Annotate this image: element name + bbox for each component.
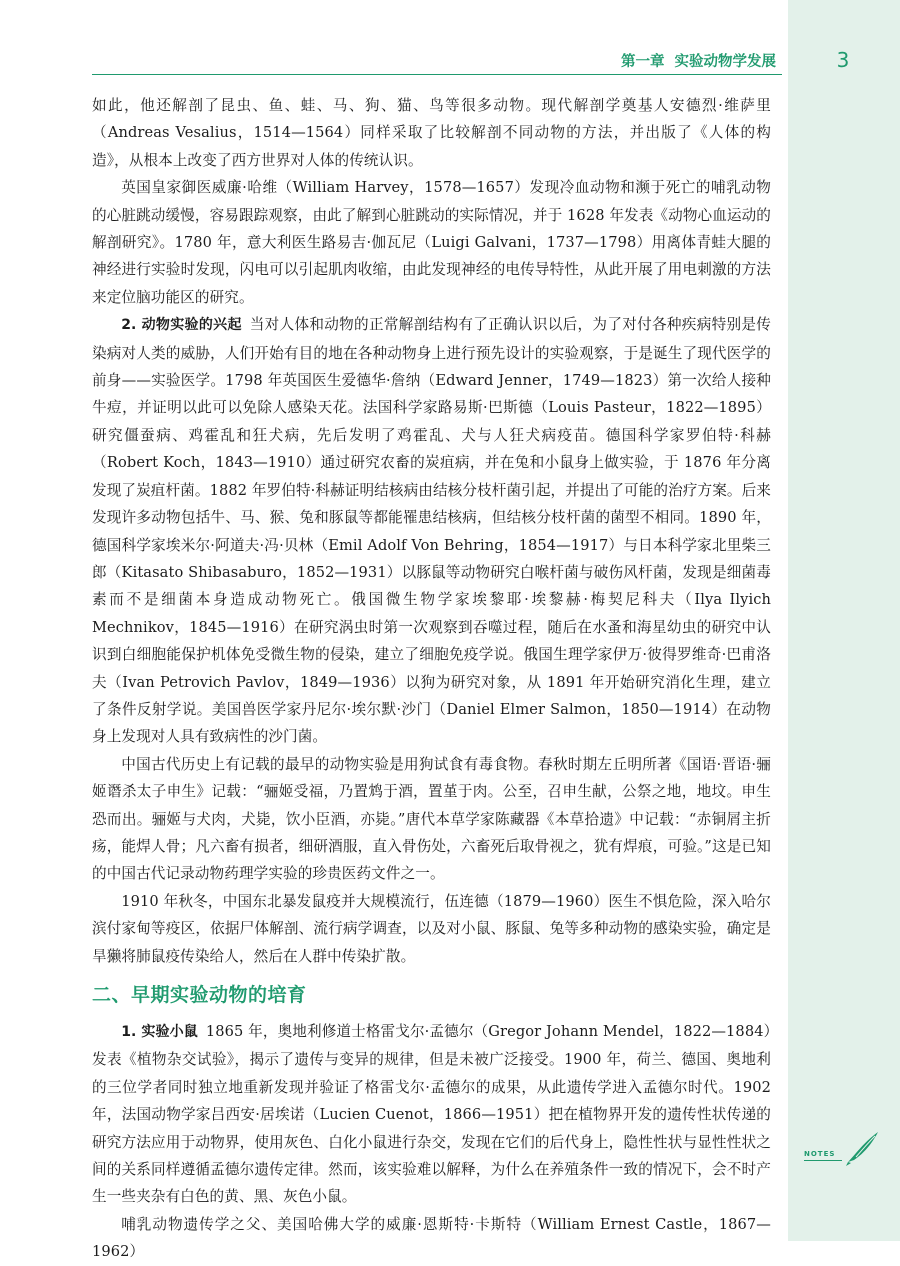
chapter-label: 第一章 — [621, 54, 665, 70]
paragraph: 1910 年秋冬，中国东北暴发鼠疫并大规模流行，伍连德（1879—1960）医生不惧危险，深入哈尔滨付家甸等疫区，依据尸体解剖、流行病学调查，以及对小鼠、豚鼠、兔等多种动物的感染实验，确定是旱獭将肺鼠疫传染给人，然后在人群中传染扩散。 — [92, 892, 771, 965]
chapter-title — [621, 50, 776, 71]
page-body — [92, 92, 771, 1266]
page-number: 3 — [836, 48, 850, 72]
notes-logo — [804, 1128, 884, 1168]
chapter-name: 实验动物学发展 — [674, 54, 776, 70]
paragraph: 英国皇家御医威廉·哈维（William Harvey，1578—1657）发现冷血动物和濒于死亡的哺乳动物的心脏跳动缓慢，容易跟踪观察，由此了解到心脏跳动的实际情况，并于 1628 年发表《动物心血运动的解剖研究》。1780 年，意大利医生路易吉·伽瓦尼（Luigi Galvani，1737—1798）用离体青蛙大腿的神经进行实验时发现，闪电可以引起肌肉收缩，由此发现神经的电传导特性，从此开展了用电刺激的方法来定位脑功能区的研究。 — [92, 179, 771, 306]
notes-label: NOTES — [804, 1150, 836, 1158]
paragraph — [92, 311, 771, 751]
notes-underline — [804, 1160, 842, 1161]
subsection-title: 2. 动物实验的兴起 — [121, 317, 242, 334]
paragraph-text: 当对人体和动物的正常解剖结构有了正确认识以后，为了对付各种疾病特别是传染病对人类的威胁，人们开始有目的地在各种动物身上进行预先设计的实验观察，于是诞生了现代医学的前身——实验医学。1798 年英国医生爱德华·詹纳（Edward Jenner，1749—1823）第一次给人接种牛痘，并证明以此可以免除人感染天花。法国科学家路易斯·巴斯德（Louis Pasteur，1822—1895）研究僵蚕病、鸡霍乱和狂犬病，先后发明了鸡霍乱、犬与人狂犬病疫苗。德国科学家罗伯特·科赫（Robert Koch，1843—1910）通过研究农畜的炭疽病，并在兔和小鼠身上做实验，于 1876 年分离发现了炭疽杆菌。1882 年罗伯特·科赫证明结核病由结核分枝杆菌引起，并提出了可能的治疗方案。后来发现许多动物包括牛、马、猴、兔和豚鼠等都能罹患结核病，但结核分枝杆菌的菌型不相同。1890 年，德国科学家埃米尔·阿道夫·冯·贝林（Emil Adolf Von Behring，1854—1917）与日本科学家北里柴三郎（Kitasato Shibasaburo，1852—1931）以豚鼠等动物研究白喉杆菌与破伤风杆菌，发现是细菌毒素而不是细菌本身造成动物死亡。俄国微生物学家埃黎耶·埃黎赫·梅契尼科夫（Ilya Ilyich Mechnikov，1845—1916）在研究涡虫时第一次观察到吞噬过程，随后在水蚤和海星幼虫的研究中认识到白细胞能保护机体免受微生物的侵染，建立了细胞免疫学说。俄国生理学家伊万·彼得罗维奇·巴甫洛夫（Ivan Petrovich Pavlov，1849—1936）以狗为研究对象，从 1891 年开始研究消化生理，建立了条件反射学说。美国兽医学家丹尼尔·埃尔默·沙门（Daniel Elmer Salmon，1850—1914）在动物身上发现对人具有致病性的沙门菌。 — [92, 316, 771, 746]
margin-band — [788, 0, 900, 1241]
subsection-title: 1. 实验小鼠 — [121, 1024, 198, 1040]
paragraph: 哺乳动物遗传学之父、美国哈佛大学的威廉·恩斯特·卡斯特（William Ernest Castle，1867—1962） — [92, 1215, 771, 1261]
paragraph: 如此，他还解剖了昆虫、鱼、蛙、马、狗、猫、鸟等很多动物。现代解剖学奠基人安德烈·维萨里（Andreas Vesalius，1514—1564）同样采取了比较解剖不同动物的方法，并出版了《人体的构造》，从根本上改变了西方世界对人体的传统认识。 — [92, 97, 771, 169]
running-header — [92, 44, 782, 75]
section-heading: 二、早期实验动物的培育 — [92, 984, 307, 1006]
pen-icon — [844, 1128, 884, 1168]
paragraph: 中国古代历史上有记载的最早的动物实验是用狗试食有毒食物。春秋时期左丘明所著《国语·晋语·骊姬谮杀太子申生》记载：“骊姬受福，乃置鸩于酒，置堇于肉。公至，召申生献，公祭之地，地坟。申生恐而出。骊姬与犬肉，犬毙，饮小臣酒，亦毙。”唐代本草学家陈藏器《本草拾遗》中记载：“赤铜屑主折疡，能焊人骨；凡六畜有损者，细研酒服，直入骨伤处，六畜死后取骨视之，犹有焊痕，可验。”这是已知的中国古代记录动物药理学实验的珍贵医药文件之一。 — [92, 755, 771, 883]
paragraph — [92, 1018, 771, 1211]
paragraph-text: 1865 年，奥地利修道士格雷戈尔·孟德尔（Gregor Johann Mendel，1822—1884）发表《植物杂交试验》，揭示了遗传与变异的规律，但是未被广泛接受。1900 年，荷兰、德国、奥地利的三位学者同时独立地重新发现并验证了格雷戈尔·孟德尔的成果，从此遗传学进入孟德尔时代。1902 年，法国动物学家吕西安·居埃诺（Lucien Cuenot，1866—1951）把在植物界开发的遗传性状传递的研究方法应用于动物界，使用灰色、白化小鼠进行杂交，发现在它们的后代身上，隐性性状与显性性状之间的关系同样遵循孟德尔遗传定律。然而，该实验难以解释，为什么在养殖条件一致的情况下，会不时产生一些夹杂有白色的黄、黑、灰色小鼠。 — [92, 1023, 771, 1206]
